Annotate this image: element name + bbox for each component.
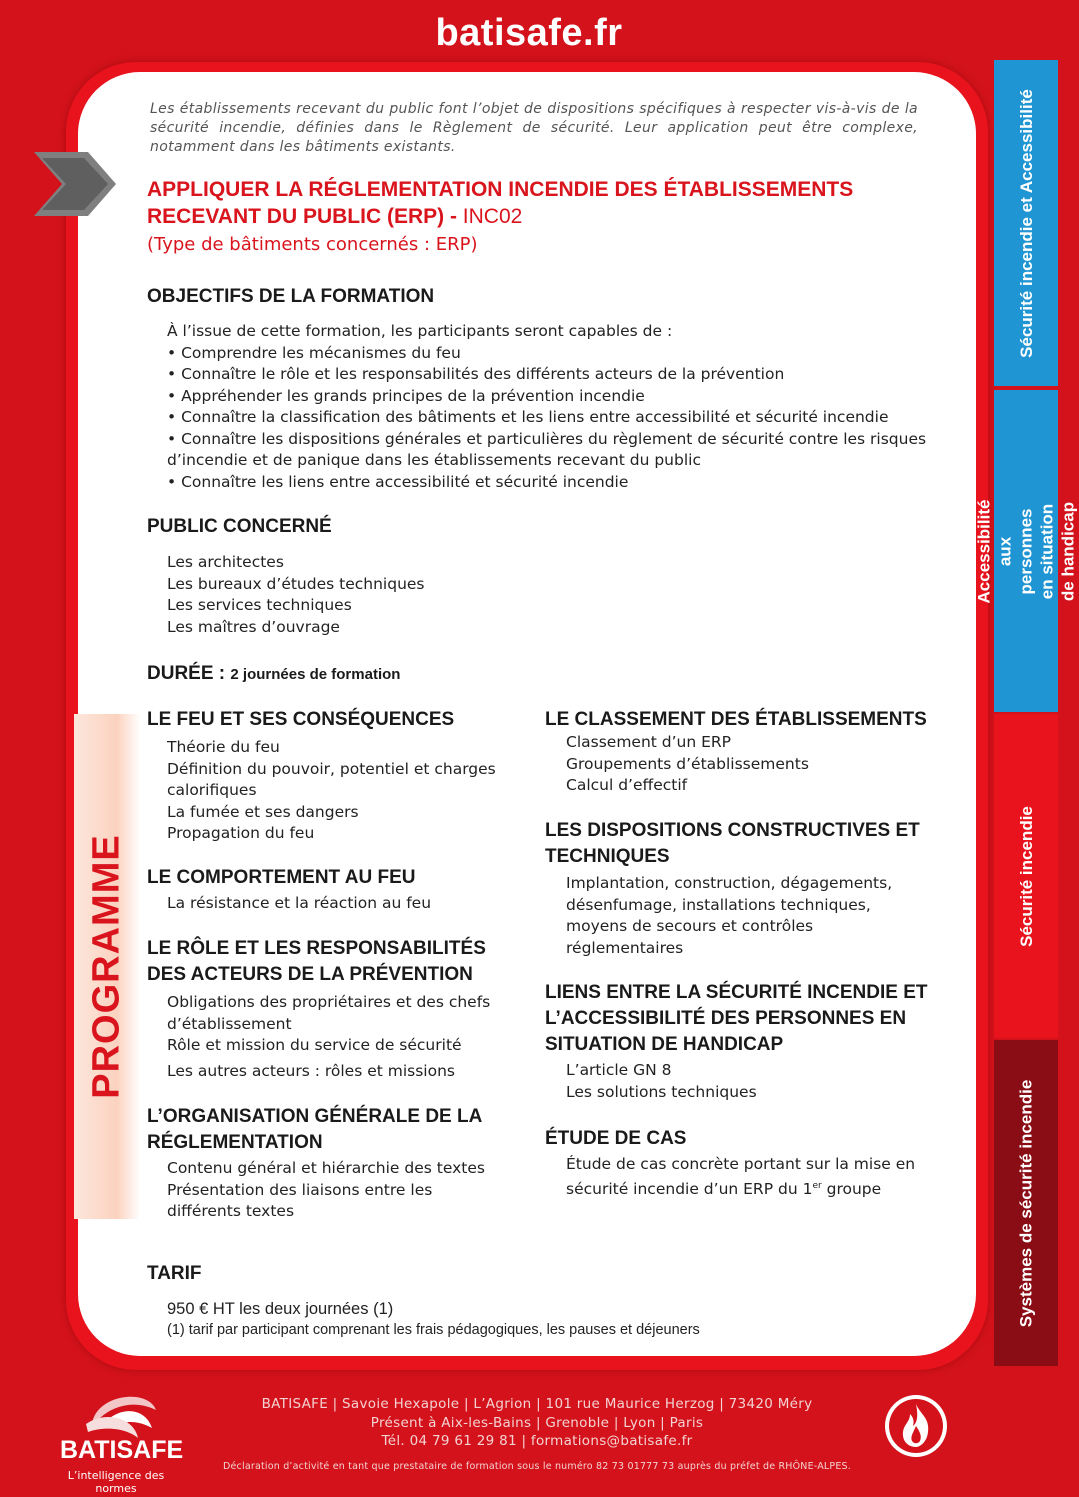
programme-section-items bbox=[566, 732, 809, 797]
programme-section-heading: LES DISPOSITIONS CONSTRUCTIVES ET TECHNIQUES bbox=[545, 820, 920, 867]
programme-section-items bbox=[566, 873, 916, 959]
list-item: • Connaître le rôle et les responsabilités des différents acteurs de la prévention bbox=[167, 365, 785, 383]
programme-section-heading: LE COMPORTEMENT AU FEU bbox=[147, 867, 416, 888]
list-item: L’article GN 8 bbox=[566, 1061, 672, 1079]
duree-line bbox=[147, 661, 400, 688]
list-item: La fumée et ses dangers bbox=[167, 802, 359, 821]
programme-section-heading: LE FEU ET SES CONSÉQUENCES bbox=[147, 709, 455, 730]
programme-section-items bbox=[566, 1060, 757, 1103]
list-item: Groupements d’établissements bbox=[566, 754, 809, 773]
objectifs-intro: À l’issue de cette formation, les participants seront capables de : bbox=[167, 322, 673, 340]
programme-section-heading: LE RÔLE ET LES RESPONSABILITÉS DES ACTEURS DE LA PRÉVENTION bbox=[147, 938, 486, 985]
course-subtitle: (Type de bâtiments concernés : ERP) bbox=[147, 234, 478, 255]
footer-phone-email[interactable]: Tél. 04 79 61 29 81 | formations@batisafe.fr bbox=[381, 1433, 693, 1449]
list-item: • Appréhender les grands principes de la prévention incendie bbox=[167, 386, 645, 405]
tarif-heading: TARIF bbox=[147, 1263, 202, 1284]
objectifs-list bbox=[167, 321, 927, 493]
tarif-price: 950 € HT les deux journées (1) bbox=[167, 1300, 394, 1318]
programme-label-wrap bbox=[74, 714, 140, 1219]
list-item: Rôle et mission du service de sécurité bbox=[167, 1036, 462, 1054]
list-item: Les bureaux d’études techniques bbox=[167, 574, 425, 593]
tarif-note: (1) tarif par participant comprenant les frais pédagogiques, les pauses et déjeuners bbox=[167, 1322, 700, 1338]
list-item: Implantation, construction, dégagements, désenfumage, installations techniques, moyens de secours et contrôles réglementaires bbox=[566, 874, 893, 957]
tab-label: Sécurité incendie bbox=[1016, 805, 1036, 947]
programme-section-items bbox=[566, 1154, 946, 1200]
programme-label: PROGRAMME bbox=[85, 834, 128, 1099]
tab-securite-incendie[interactable] bbox=[994, 714, 1058, 1038]
superscript-er: er bbox=[812, 1180, 822, 1191]
logo-name: BATISAFE bbox=[60, 1436, 184, 1464]
list-item: Définition du pouvoir, potentiel et charges calorifiques bbox=[167, 759, 496, 799]
list-item: Calcul d’effectif bbox=[566, 776, 688, 794]
list-item: • Connaître les liens entre accessibilité et sécurité incendie bbox=[167, 472, 629, 491]
duree-label: DURÉE : bbox=[147, 663, 226, 684]
course-code: INC02 bbox=[462, 205, 523, 228]
programme-section-items bbox=[167, 893, 431, 915]
programme-section-heading: LE CLASSEMENT DES ÉTABLISSEMENTS bbox=[545, 709, 927, 730]
case-study-text: Étude de cas concrète portant sur la mise en sécurité incendie d’un ERP du 1 bbox=[566, 1155, 916, 1198]
programme-section-heading: L’ORGANISATION GÉNÉRALE DE LA RÉGLEMENTATION bbox=[147, 1106, 482, 1153]
site-title[interactable]: batisafe.fr bbox=[435, 12, 623, 54]
list-item: La résistance et la réaction au feu bbox=[167, 894, 432, 912]
list-item: Contenu général et hiérarchie des textes bbox=[167, 1159, 485, 1177]
programme-section-heading: LIENS ENTRE LA SÉCURITÉ INCENDIE ET L’ACCESSIBILITÉ DES PERSONNES EN SITUATION DE HANDICAP bbox=[545, 982, 928, 1055]
list-item: Les architectes bbox=[167, 553, 284, 571]
footer-contact bbox=[200, 1395, 874, 1451]
objectifs-heading: OBJECTIFS DE LA FORMATION bbox=[147, 286, 435, 307]
list-item bbox=[566, 1154, 946, 1200]
programme-section-items bbox=[167, 1158, 507, 1223]
tab-systemes-securite-incendie[interactable] bbox=[994, 1040, 1058, 1366]
list-item: Propagation du feu bbox=[167, 824, 315, 842]
fire-icon bbox=[882, 1392, 950, 1460]
logo-tagline: L’intelligence des normes bbox=[67, 1469, 165, 1495]
footer-address: BATISAFE | Savoie Hexapole | L’Agrion | 101 rue Maurice Herzog | 73420 Méry bbox=[261, 1396, 813, 1412]
list-item: • Comprendre les mécanismes du feu bbox=[167, 343, 461, 362]
public-heading: PUBLIC CONCERNÉ bbox=[147, 516, 332, 537]
intro-text: Les établissements recevant du public font l’objet de dispositions spécifiques à respecter vis-à-vis de la sécurité incendie, définies dans le Règlement de sécurité. Leur application peut être complexe, notamment dans les bâtiments existants. bbox=[150, 101, 918, 155]
tab-securite-incendie-accessibilite[interactable] bbox=[994, 60, 1058, 386]
list-item: Les autres acteurs : rôles et missions bbox=[167, 1061, 455, 1080]
programme-section-items bbox=[167, 992, 527, 1082]
list-item: Obligations des propriétaires et des chefs d’établissement bbox=[167, 993, 491, 1033]
footer-legal: Déclaration d’activité en tant que prestataire de formation sous le numéro 82 73 01777 73 auprès du préfet de RHÔNE-ALPES. bbox=[223, 1461, 851, 1472]
tab-label: Sécurité incendie et Accessibilité bbox=[1016, 88, 1036, 358]
list-item: Classement d’un ERP bbox=[566, 733, 732, 751]
tab-label: Systèmes de sécurité incendie bbox=[1016, 1079, 1036, 1327]
list-item: Les solutions techniques bbox=[566, 1082, 757, 1101]
course-title bbox=[147, 176, 907, 230]
list-item: Les services techniques bbox=[167, 596, 352, 614]
course-title-text: APPLIQUER LA RÉGLEMENTATION INCENDIE DES ÉTABLISSEMENTS RECEVANT DU PUBLIC (ERP) - bbox=[147, 178, 854, 228]
chevron-arrow-icon bbox=[32, 150, 118, 218]
case-study-text-end: groupe bbox=[826, 1179, 882, 1198]
duree-value: 2 journées de formation bbox=[230, 666, 401, 683]
list-item: Présentation des liaisons entre les différents textes bbox=[167, 1180, 433, 1220]
list-item: Les maîtres d’ouvrage bbox=[167, 617, 340, 636]
programme-section-heading: ÉTUDE DE CAS bbox=[545, 1128, 687, 1149]
list-item: Théorie du feu bbox=[167, 738, 280, 756]
list-item: • Connaître la classification des bâtiments et les liens entre accessibilité et sécurité incendie bbox=[167, 408, 889, 426]
programme-section-items bbox=[167, 737, 527, 845]
footer-cities: Présent à Aix-les-Bains | Grenoble | Lyon | Paris bbox=[370, 1414, 704, 1431]
public-list bbox=[167, 552, 425, 638]
tab-accessibilite-handicap[interactable] bbox=[974, 390, 1078, 712]
list-item: • Connaître les dispositions générales et particulières du règlement de sécurité contre les risques d’incendie et de panique dans les établissements recevant du public bbox=[167, 429, 927, 469]
tab-label: Accessibilité aux personnes en situation de handicap bbox=[974, 499, 1078, 603]
